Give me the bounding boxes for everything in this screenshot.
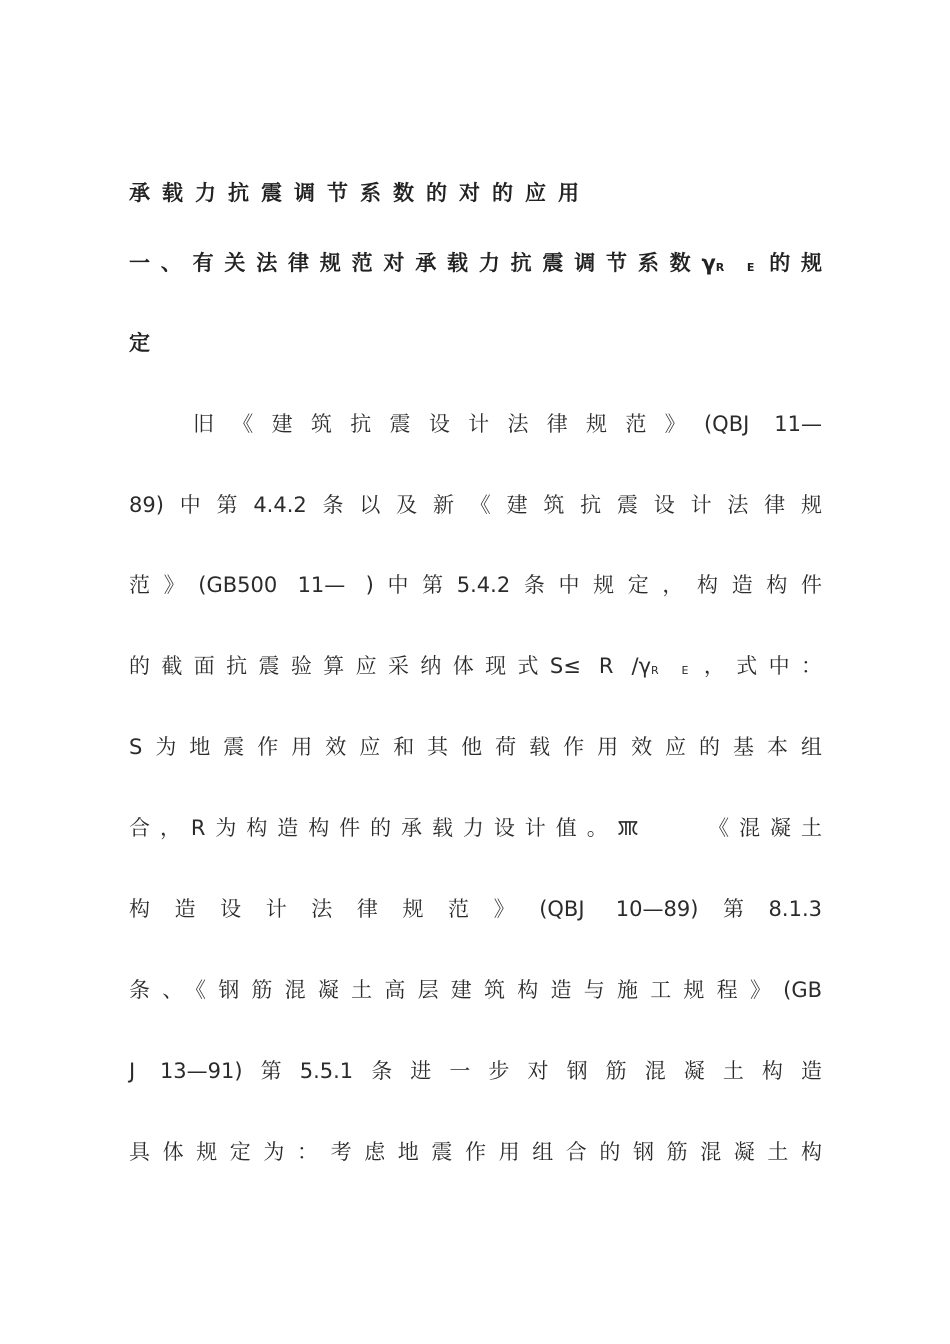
document-title-text: 承载力抗震调节系数的对的应用 [129,181,591,205]
paragraph-line-4-subscript: R E [651,664,693,677]
section-heading-subscript: R E [715,261,759,274]
paragraph-line-7 [129,894,822,924]
paragraph-line-7-text: 构造设计法律规范》(QBJ 10—89)第8.1.3 [129,897,822,921]
paragraph-line-9-text: J 13—91)第5.5.1条进一步对钢筋混凝土构造 [129,1059,822,1083]
paragraph-line-9 [129,1056,822,1086]
paragraph-line-8-text: 条、《钢筋混凝土高层建筑构造与施工规程》(GB [129,978,822,1002]
section-heading-text: 一、有关法律规范对承载力抗震调节系数γ [129,251,716,275]
paragraph-line-3 [129,570,822,600]
section-heading-cont-text: 定 [129,331,162,355]
section-heading [129,248,822,283]
paragraph-line-6 [129,813,822,843]
paragraph-line-10-text: 具体规定为：考虑地震作用组合的钢筋混凝土构 [129,1140,822,1164]
paragraph-line-3-text: 范》(GB500 11— )中第5.4.2条中规定，构造构件 [129,573,822,597]
paragraph-line-5 [129,732,822,762]
paragraph-line-4-text-end: ，式中： [692,654,823,678]
section-heading-continued [129,328,822,358]
document-title [129,178,822,208]
paragraph-line-1 [193,409,822,439]
paragraph-line-1-text: 旧《建筑抗震设计法律规范》(QBJ 11— [193,412,822,436]
paragraph-line-4-text: 的截面抗震验算应采纳体现式S≤ R /γ [129,654,652,678]
paragraph-line-2-text: 89)中第4.4.2条以及新《建筑抗震设计法律规 [129,493,822,517]
paragraph-line-6-text: 合，R为构造构件的承载力设计值。ꯄ [129,816,639,840]
paragraph-line-8 [129,975,822,1005]
paragraph-line-4 [129,651,822,686]
paragraph-line-2 [129,490,822,520]
paragraph-line-6-text-end: 《混凝土 [698,816,822,840]
section-heading-text-end: 的规 [758,251,822,275]
paragraph-line-10 [129,1137,822,1167]
paragraph-line-5-text: S为地震作用效应和其他荷载作用效应的基本组 [129,735,822,759]
